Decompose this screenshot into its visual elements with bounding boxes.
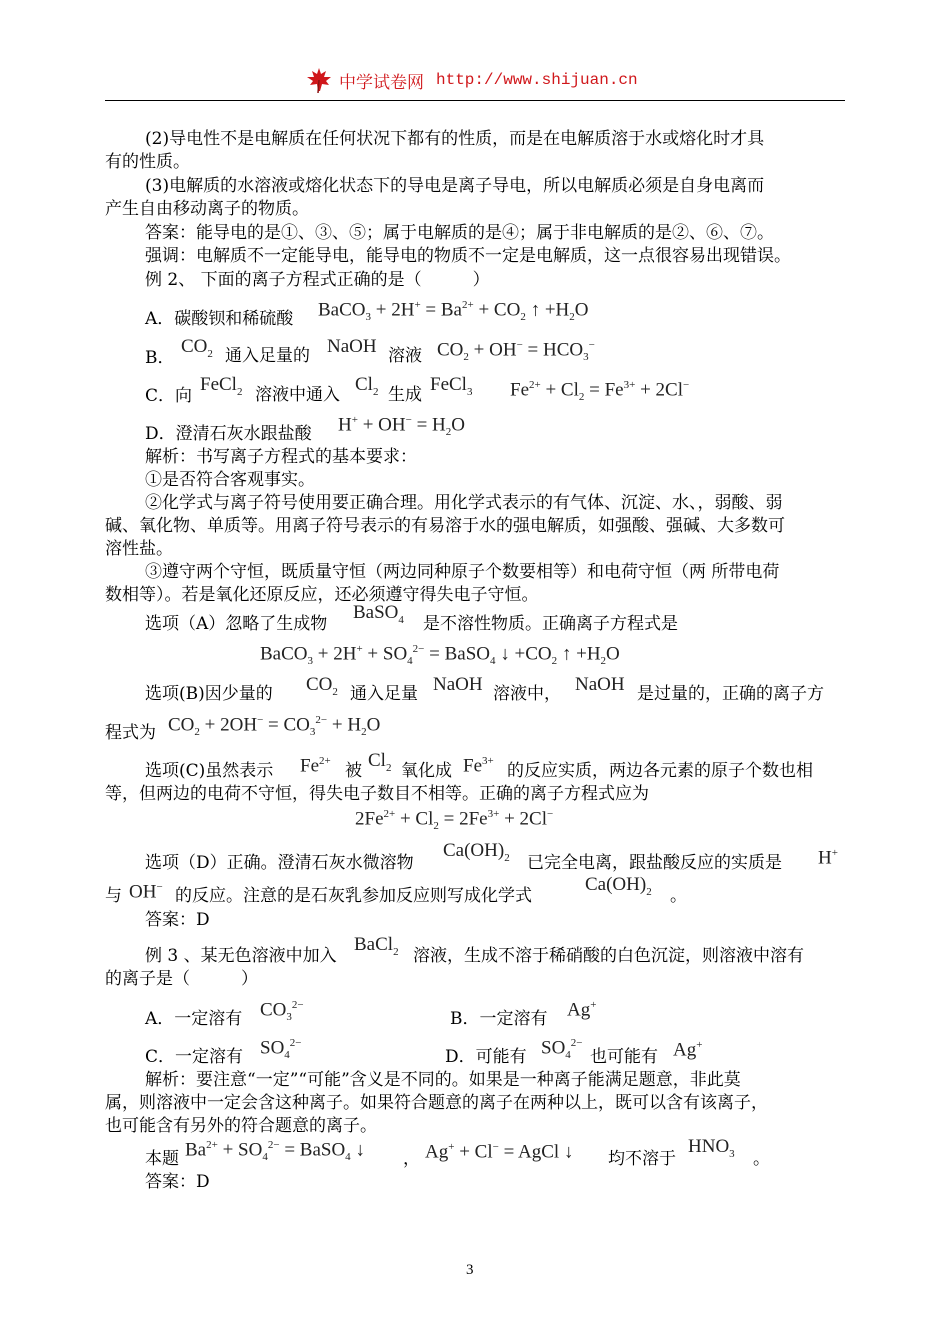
site-url[interactable]: http://www.shijuan.cn <box>436 71 638 89</box>
text-line: ①是否符合客观事实。 <box>145 470 315 490</box>
text-line: 本题 <box>145 1149 179 1169</box>
text-line: 解析：书写离子方程式的基本要求： <box>145 447 417 467</box>
text-line: 是不溶性物质。正确离子方程式是 <box>423 614 678 634</box>
text-line: 产生自由移动离子的物质。 <box>105 199 309 219</box>
text-line: ， <box>403 1149 420 1169</box>
text-line: 选项（A）忽略了生成物 <box>145 614 328 634</box>
text-line: 数相等）。若是氧化还原反应，还必须遵守得失电子守恒。 <box>105 585 539 605</box>
formula: $HNO_3$ <box>688 1136 735 1160</box>
formula: $Cl_2$ <box>355 374 379 398</box>
text-line: ②化学式与离子符号使用要正确合理。用化学式表示的有气体、沉淀、水、，弱酸、弱 <box>145 493 783 513</box>
formula: BaCO$_3$ + $2H^+ + SO_4^{2-}$ = BaSO$_4$ ↓ $+CO_2$ ↑ $+H_2O$ <box>260 643 620 668</box>
formula: $CO_2 + OH^- = HCO_3^-$ <box>437 339 595 364</box>
formula: Ag+ <box>567 999 597 1021</box>
text-line: 答案：D <box>145 910 210 930</box>
text-line: 解析：要注意“一定”“可能”含义是不同的。如果是一种离子能满足题意，非此莫 <box>145 1070 741 1090</box>
text-line: B．一定溶有 <box>450 1009 548 1029</box>
text-line: 通入足量的 <box>225 346 310 366</box>
option-d-label: D．澄清石灰水跟盐酸 <box>145 424 312 444</box>
text-line: D．可能有 <box>445 1047 527 1067</box>
text-line: 程式为 <box>105 723 156 743</box>
formula: $Ba^{2+} + SO_4^{2-}$ = BaSO$_4$ ↓ <box>185 1139 365 1164</box>
text-line: 溶性盐。 <box>105 539 173 559</box>
formula: $Ca(OH)_2$ <box>585 874 652 898</box>
site-name: 中学试卷网 <box>339 72 424 93</box>
maple-leaf-icon <box>305 66 333 94</box>
text-line: 已完全电离，跟盐酸反应的实质是 <box>527 853 782 873</box>
text-line: 溶液中， <box>493 684 561 704</box>
text-line: (2)导电性不是电解质在任何状况下都有的性质，而是在电解质溶于水或熔化时才具 <box>145 129 765 149</box>
formula: $Fe^{3+}$ <box>463 755 494 777</box>
formula: OH− <box>129 881 163 903</box>
formula: FeCl$_3$ <box>430 374 473 398</box>
formula: NaOH <box>327 336 377 357</box>
text-line: 。 <box>753 1149 770 1169</box>
formula: BaSO$_4$ <box>353 602 404 626</box>
formula: $CO_2$ <box>181 336 213 360</box>
text-line: 等，但两边的电荷不守恒，得失电子数目不相等。正确的离子方程式应为 <box>105 784 649 804</box>
formula: $Fe^{2+} + Cl_2 = Fe^{3+} + 2Cl^-$ <box>510 379 690 404</box>
text-line: 均不溶于 <box>608 1149 676 1169</box>
formula: $Fe^{2+}$ <box>300 755 331 777</box>
text-line: 例 3 、某无色溶液中加入 <box>145 946 337 966</box>
text-line: 属，则溶液中一定会含这种离子。如果符合题意的离子在两种以上，既可以含有该离子， <box>105 1093 768 1113</box>
formula: $2Fe^{2+} + Cl_2 = 2Fe^{3+} + 2Cl^-$ <box>355 808 554 833</box>
text-line: 答案：D <box>145 1172 210 1192</box>
text-line: 选项(B)因少量的 <box>145 684 273 704</box>
option-b-label: B． <box>145 348 175 368</box>
text-line: (3)电解质的水溶液或熔化状态下的导电是离子导电，所以电解质必须是自身电离而 <box>145 176 765 196</box>
page-number: 3 <box>466 1262 474 1278</box>
text-line: 氧化成 <box>401 761 452 781</box>
text-line: 选项(C)虽然表示 <box>145 761 274 781</box>
formula: FeCl$_2$ <box>200 374 243 398</box>
text-line: 的反应。注意的是石灰乳参加反应则写成化学式 <box>175 886 532 906</box>
text-line: 有的性质。 <box>105 152 190 172</box>
formula: $H^+ + OH^- = H_2O$ <box>338 414 466 439</box>
text-line: 答案：能导电的是①、③、⑤；属于电解质的是④；属于非电解质的是②、⑥、⑦。 <box>145 223 774 243</box>
text-line: 通入足量 <box>350 684 418 704</box>
formula: H+ <box>818 847 838 869</box>
formula: Ag+ <box>673 1039 703 1061</box>
formula: BaCO$_3$ + $2H^+ = Ba^{2+} + CO_2$ ↑ $+H_2O$ <box>318 299 589 324</box>
formula: $SO_4^{2-}$ <box>260 1037 302 1062</box>
text-line: A．一定溶有 <box>145 1009 243 1029</box>
text-line: 强调：电解质不一定能导电，能导电的物质不一定是电解质，这一点很容易出现错误。 <box>145 246 791 266</box>
header-brand <box>305 66 638 94</box>
text-line: 与 <box>105 886 122 906</box>
text-line: 。 <box>670 886 687 906</box>
option-c-label: C．向 <box>145 386 193 406</box>
text-line: 例 2、 下面的离子方程式正确的是（ ） <box>145 270 490 290</box>
text-line: 被 <box>345 761 362 781</box>
formula: $Cl_2$ <box>368 750 392 774</box>
formula: NaOH <box>575 674 625 695</box>
formula: $SO_4^{2-}$ <box>541 1037 583 1062</box>
formula: $Ca(OH)_2$ <box>443 840 510 864</box>
formula: $CO_2 + 2OH^- = CO_3^{2-} + H_2O$ <box>168 714 381 739</box>
text-line: C．一定溶有 <box>145 1047 244 1067</box>
text-line: 溶液中通入 <box>255 385 340 405</box>
text-line: 也可能有 <box>590 1047 658 1067</box>
formula: $CO_3^{2-}$ <box>260 999 304 1024</box>
text-line: 的离子是（ ） <box>105 969 258 989</box>
option-a-label: A．碳酸钡和稀硫酸 <box>145 309 294 329</box>
text-line: 也可能含有另外的符合题意的离子。 <box>105 1116 377 1136</box>
text-line: 的反应实质，两边各元素的原子个数也相 <box>507 761 813 781</box>
formula: $CO_2$ <box>306 674 338 698</box>
text-line: 溶液 <box>388 346 422 366</box>
text-line: 生成 <box>388 385 422 405</box>
text-line: 溶液，生成不溶于稀硝酸的白色沉淀，则溶液中溶有 <box>413 946 804 966</box>
page-header <box>105 62 845 101</box>
formula: BaCl$_2$ <box>354 934 399 958</box>
text-line: 选项（D）正确。澄清石灰水微溶物 <box>145 853 414 873</box>
formula: Ag+ + Cl− = AgCl ↓ <box>425 1141 574 1163</box>
text-line: 碱、氧化物、单质等。用离子符号表示的有易溶于水的强电解质，如强酸、强碱、大多数可 <box>105 516 785 536</box>
formula: NaOH <box>433 674 483 695</box>
text-line: 是过量的，正确的离子方 <box>637 684 824 704</box>
text-line: ③遵守两个守恒，既质量守恒（两边同种原子个数要相等）和电荷守恒（两 所带电荷 <box>145 562 780 582</box>
